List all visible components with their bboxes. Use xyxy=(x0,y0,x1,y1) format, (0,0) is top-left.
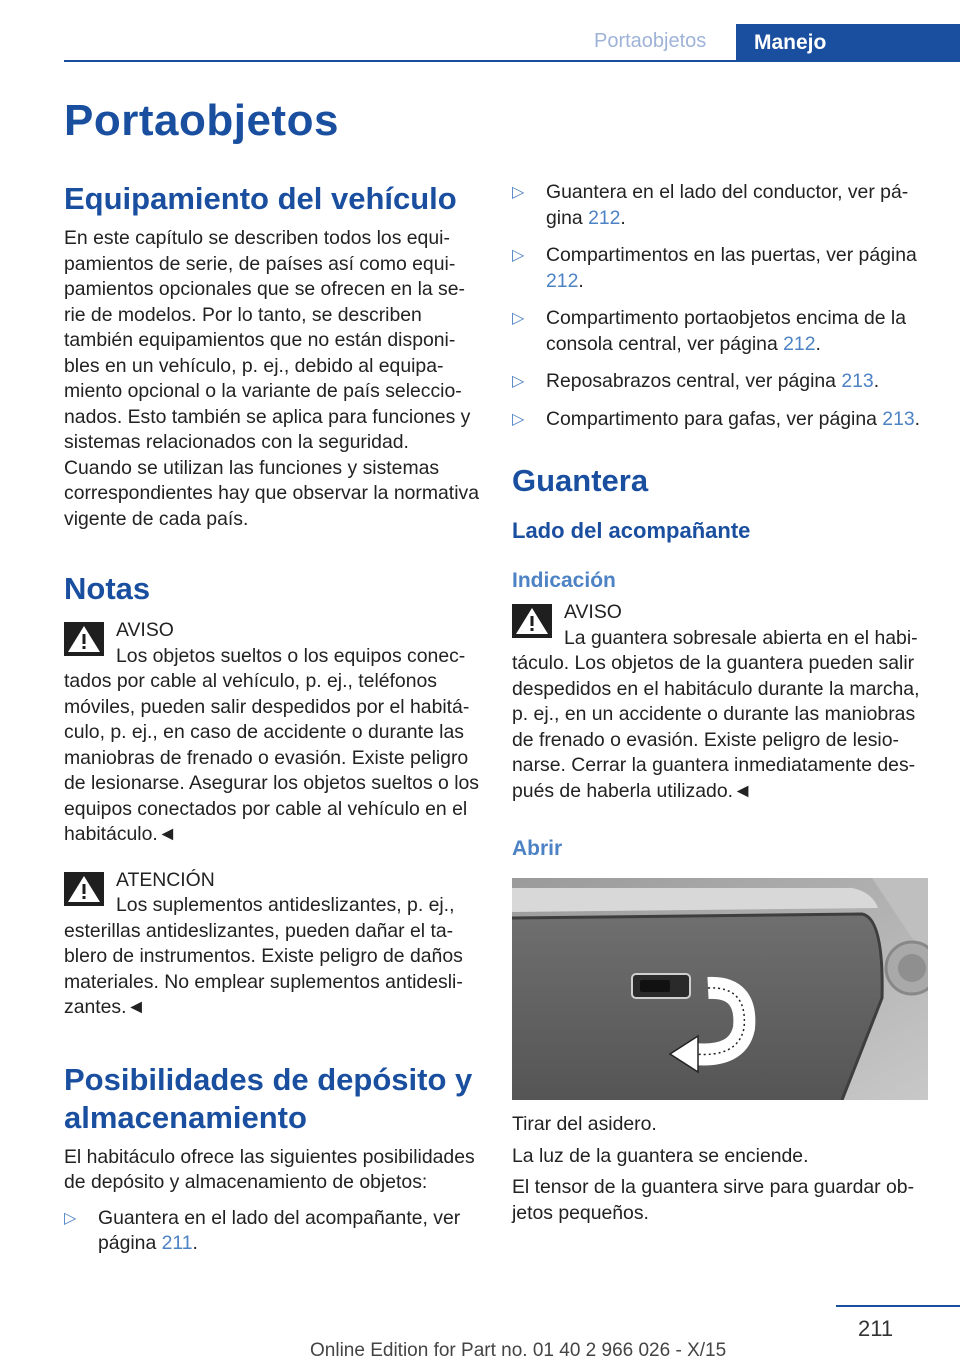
notes-heading: Notas xyxy=(64,571,151,606)
list-item: ▷ Compartimento para gafas, ver página 213. xyxy=(512,407,927,433)
triangle-bullet-icon: ▷ xyxy=(512,410,525,428)
page-reference-link[interactable]: 212 xyxy=(588,206,621,229)
caution-text: Los suplementos antideslizantes, p. ej., esterillas antideslizantes, pueden dañar el tablero de instrumentos. Existe peligro de daños materiales. No emplear suplementos antideslizantes.◄ xyxy=(64,894,463,1018)
storage-list xyxy=(64,1206,479,1257)
header-tab-section: Portaobjetos xyxy=(594,30,707,52)
glovebox-heading: Guantera xyxy=(512,463,649,498)
warning-text: La guantera sobresale abierta en el habitáculo. Los objetos de la guantera pueden salir despedidos en el habitáculo durante la marcha, p. ej., en un accidente o durante las maniobras de frenado o evasión. Existe peligro de lesionarse. Cerrar la guantera inmediatamente después de haberla utilizado.◄ xyxy=(512,626,920,802)
warning-block-3 xyxy=(512,600,927,804)
footer-rule xyxy=(836,1305,960,1307)
list-item: ▷ Guantera en el lado del acompañante, ver página 211. xyxy=(64,1206,461,1254)
warning-block-2 xyxy=(64,868,479,1021)
storage-list-continued xyxy=(512,180,927,432)
warning-label: AVISO xyxy=(564,601,622,623)
open-heading: Abrir xyxy=(512,837,563,860)
instruction-light: La luz de la guantera se enciende. xyxy=(512,1144,809,1167)
triangle-bullet-icon: ▷ xyxy=(512,247,525,264)
triangle-bullet-icon: ▷ xyxy=(512,184,525,201)
page-reference-link[interactable]: 213 xyxy=(882,407,915,430)
instruction-strap: El tensor de la guantera sirve para guardar objetos pequeños. xyxy=(512,1176,915,1224)
caution-label: ATENCIÓN xyxy=(116,868,215,891)
warning-icon xyxy=(512,604,552,638)
passenger-side-heading: Lado del acompañante xyxy=(512,518,751,543)
equipment-paragraph-1: En este capítulo se describen todos los equipamientos de serie, de países así como equipamientos opcionales que se ofrecen en la serie de modelos. Por lo tanto, se describen también equipamientos que no están disponibles en un vehículo, p. ej., debido al equipamiento opcional o la variante de país seleccionados. Esto también se aplica para funciones y sistemas relacionados con la seguridad. xyxy=(64,227,471,453)
triangle-bullet-icon: ▷ xyxy=(512,373,525,390)
triangle-bullet-icon: ▷ xyxy=(64,1209,77,1227)
warning-label: AVISO xyxy=(116,619,174,641)
note-heading: Indicación xyxy=(512,569,616,592)
glovebox-photo xyxy=(512,878,928,1100)
page-reference-link[interactable]: 211 xyxy=(161,1232,193,1254)
page-reference-link[interactable]: 212 xyxy=(546,269,579,292)
page-title: Portaobjetos xyxy=(64,96,339,145)
warning-icon xyxy=(64,872,104,906)
warning-text: Los objetos sueltos o los equipos conectados por cable al vehículo, p. ej., teléfonos móviles, pueden salir despedidos por el habitáculo, p. ej., en caso de accidente o durante las maniobras de frenado o evasión. Existe peligro de lesionarse. Asegurar los objetos sueltos o los equipos conectados por cable al vehículo en el habitáculo.◄ xyxy=(64,644,479,845)
list-item: ▷ Reposabrazos central, ver página 213. xyxy=(512,369,927,395)
warning-icon xyxy=(64,622,104,656)
list-item: ▷ Compartimentos en las puertas, ver página 212. xyxy=(512,244,917,292)
triangle-bullet-icon: ▷ xyxy=(512,310,525,327)
page-number: 211 xyxy=(858,1316,894,1341)
equipment-heading: Equipamiento del vehículo xyxy=(64,181,457,216)
equipment-paragraph-2: Cuando se utilizan las funciones y sistemas correspondientes hay que observar la normativa vigente de cada país. xyxy=(64,456,479,530)
list-item: ▷ Compartimento portaobjetos encima de la consola central, ver página 212. xyxy=(512,307,906,355)
list-item: ▷ Guantera en el lado del conductor, ver página 212. xyxy=(512,181,909,229)
header-rule xyxy=(64,60,960,62)
storage-heading: Posibilidades de depósito y almacenamiento xyxy=(64,1061,473,1135)
instruction-pull-handle: Tirar del asidero. xyxy=(512,1113,657,1135)
edition-footer: Online Edition for Part no. 01 40 2 966 026 - X/15 xyxy=(310,1340,727,1361)
left-column xyxy=(64,180,479,1269)
header-tab-chapter: Manejo xyxy=(736,24,960,62)
warning-block-1 xyxy=(64,618,479,848)
right-column xyxy=(512,180,927,1226)
page-reference-link[interactable]: 213 xyxy=(841,370,874,392)
storage-paragraph: El habitáculo ofrece las siguientes posibilidades de depósito y almacenamiento de objetos: xyxy=(64,1145,475,1193)
page-reference-link[interactable]: 212 xyxy=(783,332,816,355)
